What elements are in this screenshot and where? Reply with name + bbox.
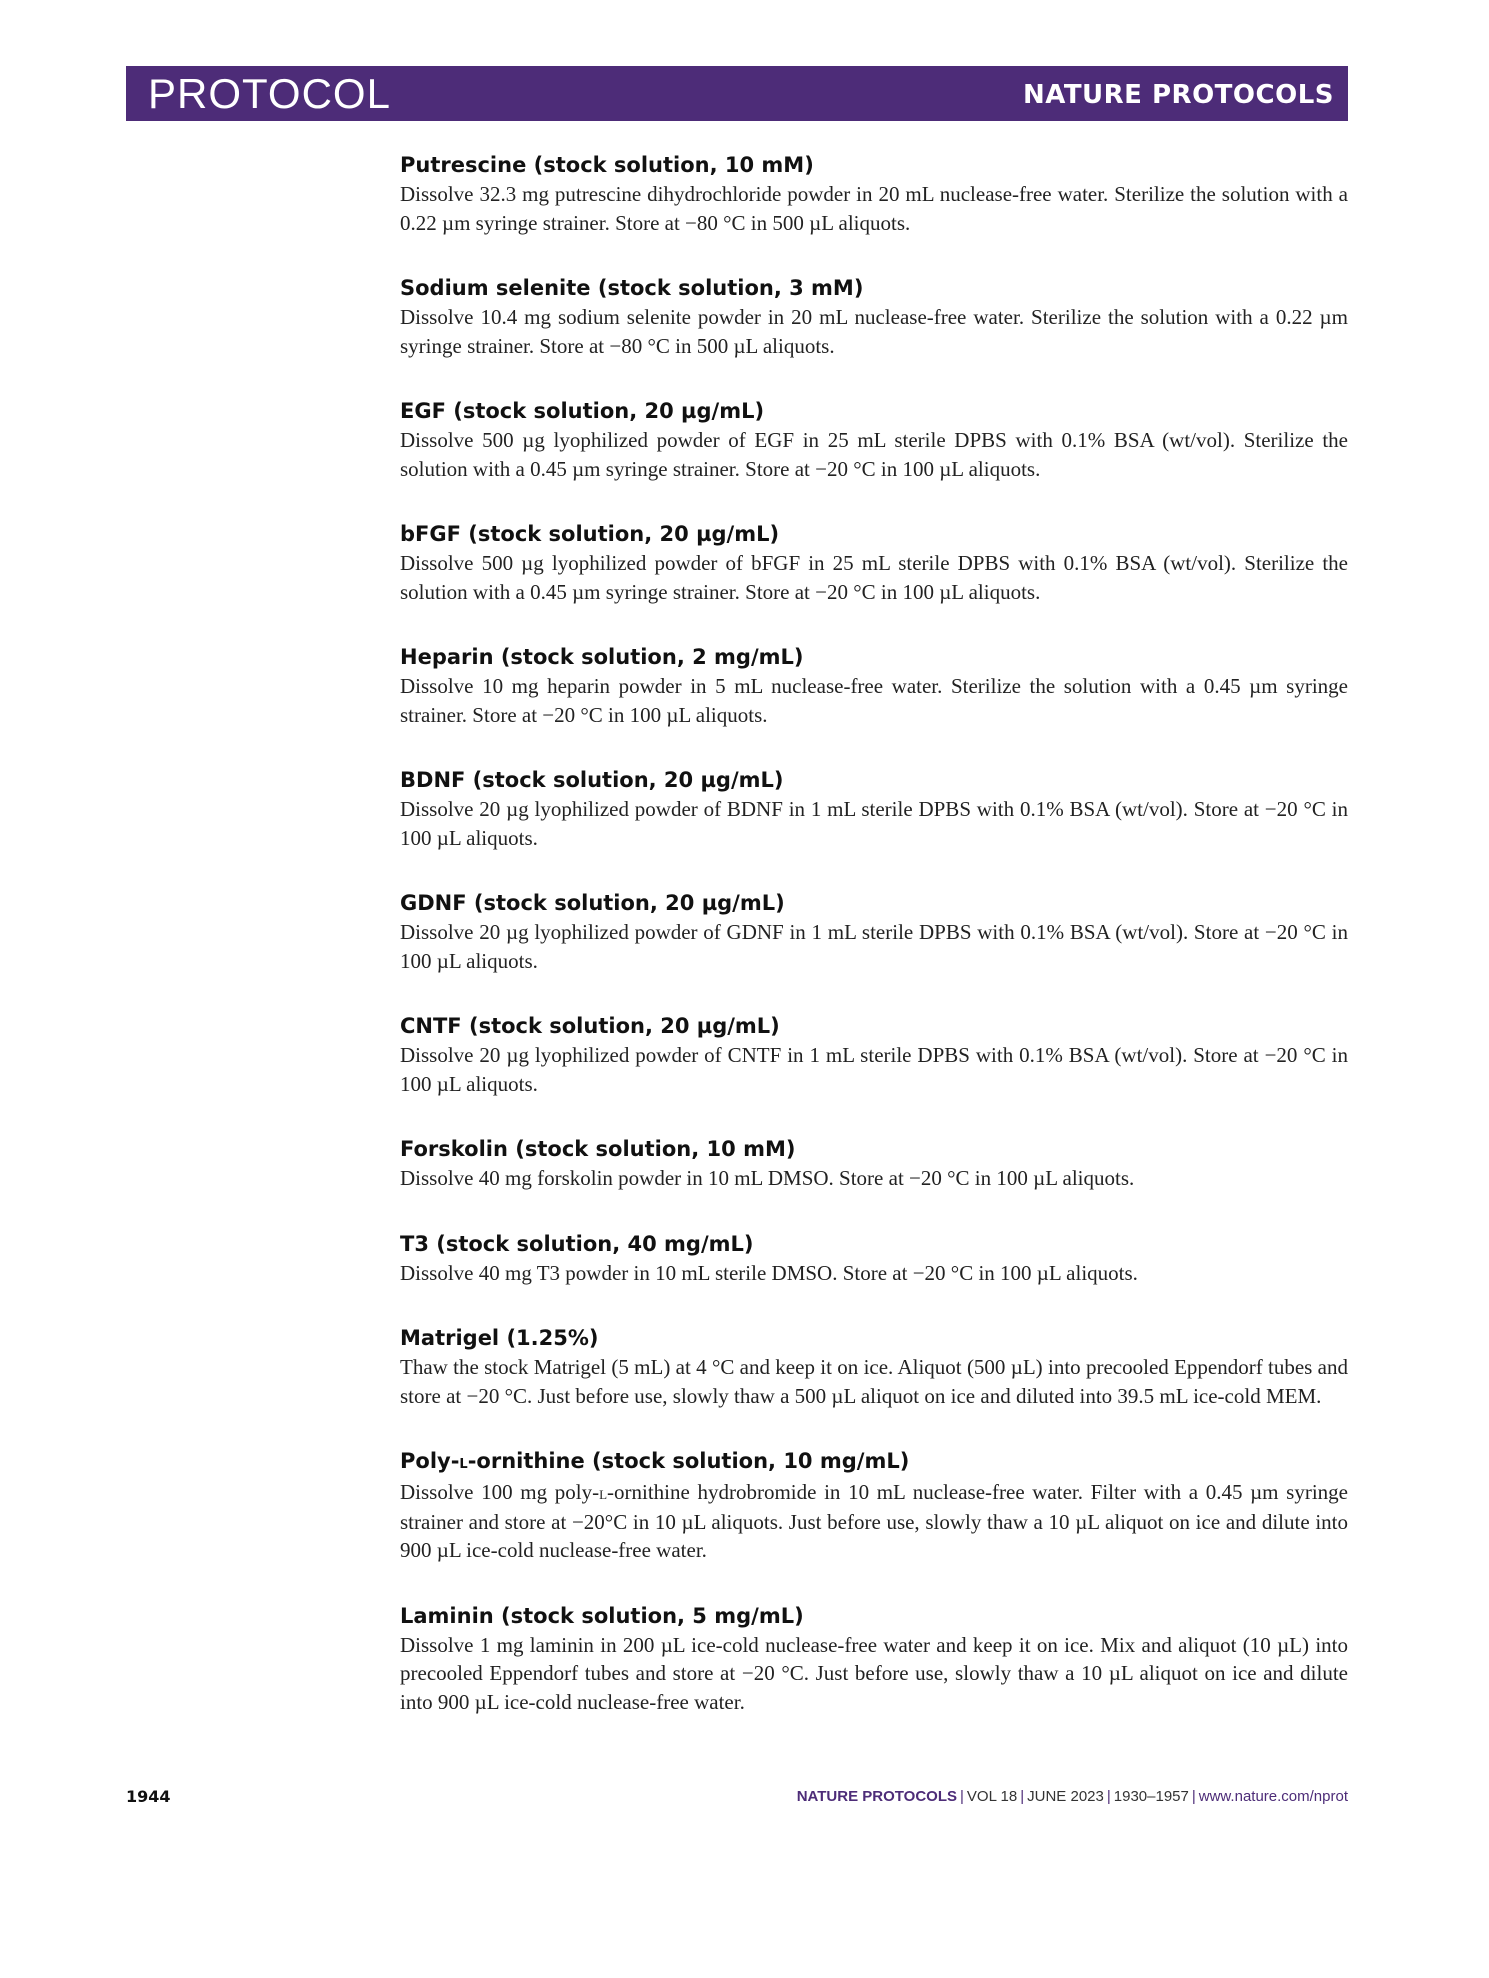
section-text (400, 1478, 1348, 1565)
reagent-section (400, 396, 1348, 483)
footer-volume: VOL 18 (966, 1788, 1018, 1805)
section-text: Dissolve 20 µg lyophilized powder of BDNF in 1 mL sterile DPBS with 0.1% BSA (wt/vol). Store at −20 °C in 100 µL aliquots. (400, 797, 1348, 850)
section-text: Dissolve 20 µg lyophilized powder of GDNF in 1 mL sterile DPBS with 0.1% BSA (wt/vol). Store at −20 °C in 100 µL aliquots. (400, 920, 1348, 973)
section-heading: Heparin (stock solution, 2 mg/mL) (400, 645, 804, 669)
section-heading: GDNF (stock solution, 20 µg/mL) (400, 891, 785, 915)
footer-date: JUNE 2023 (1027, 1788, 1104, 1805)
section-text: Dissolve 20 µg lyophilized powder of CNTF in 1 mL sterile DPBS with 0.1% BSA (wt/vol). Store at −20 °C in 100 µL aliquots. (400, 1043, 1348, 1096)
reagent-section (400, 765, 1348, 852)
footer-separator: | (1020, 1788, 1025, 1805)
citation-footer (797, 1788, 1348, 1805)
page-number: 1944 (126, 1787, 171, 1806)
small-caps-l: l (599, 1483, 608, 1503)
section-heading: Sodium selenite (stock solution, 3 mM) (400, 276, 864, 300)
reagent-section (400, 1134, 1348, 1193)
footer-pages: 1930–1957 (1113, 1788, 1189, 1805)
section-heading: BDNF (stock solution, 20 µg/mL) (400, 768, 784, 792)
article-type-label: PROTOCOL (148, 70, 391, 117)
section-heading (400, 1446, 1348, 1478)
section-text: Dissolve 32.3 mg putrescine dihydrochloride powder in 20 mL nuclease-free water. Sterilize the solution with a 0.22 µm syringe strainer. Store at −80 °C in 500 µL aliquots. (400, 182, 1348, 235)
heading-part: Poly- (400, 1449, 460, 1473)
main-content (400, 150, 1348, 1752)
section-text: Dissolve 40 mg T3 powder in 10 mL sterile DMSO. Store at −20 °C in 100 µL aliquots. (400, 1260, 1138, 1285)
section-heading: EGF (stock solution, 20 µg/mL) (400, 399, 765, 423)
reagent-section (400, 642, 1348, 729)
heading-part: -ornithine (stock solution, 10 mg/mL) (467, 1449, 910, 1473)
header-banner (126, 66, 1348, 121)
footer-separator: | (1191, 1788, 1196, 1805)
reagent-section (400, 150, 1348, 237)
reagent-section (400, 1011, 1348, 1098)
footer-url-link[interactable]: www.nature.com/nprot (1198, 1788, 1348, 1805)
reagent-section (400, 1601, 1348, 1717)
section-heading: bFGF (stock solution, 20 µg/mL) (400, 522, 780, 546)
section-heading: Forskolin (stock solution, 10 mM) (400, 1137, 796, 1161)
small-caps-l: l (459, 1452, 468, 1473)
reagent-section (400, 888, 1348, 975)
reagent-section (400, 1229, 1348, 1288)
text-part: -ornithine hydrobromide in 10 mL nuclease-free water. Filter with a 0.45 µm syringe strainer and store at −20°C in 10 µL aliquots. Just before use, slowly thaw a 10 µL aliquot on ice and dilute into 900 µL ice-cold nuclease-free water. (400, 1480, 1348, 1562)
section-text: Dissolve 500 µg lyophilized powder of bFGF in 25 mL sterile DPBS with 0.1% BSA (wt/vol). Sterilize the solution with a 0.45 µm syringe strainer. Store at −20 °C in 100 µL aliquots. (400, 551, 1348, 604)
section-text: Thaw the stock Matrigel (5 mL) at 4 °C and keep it on ice. Aliquot (500 µL) into precooled Eppendorf tubes and store at −20 °C. Just before use, slowly thaw a 500 µL aliquot on ice and diluted into 39.5 mL ice-cold MEM. (400, 1355, 1348, 1408)
section-text: Dissolve 40 mg forskolin powder in 10 mL DMSO. Store at −20 °C in 100 µL aliquots. (400, 1166, 1135, 1190)
reagent-section (400, 1446, 1348, 1565)
footer-separator: | (960, 1788, 964, 1805)
section-heading: Laminin (stock solution, 5 mg/mL) (400, 1603, 804, 1628)
reagent-section (400, 1323, 1348, 1410)
section-heading: Matrigel (1.25%) (400, 1326, 599, 1350)
footer-separator: | (1106, 1788, 1111, 1805)
section-text: Dissolve 10 mg heparin powder in 5 mL nuclease-free water. Sterilize the solution with a 0.45 µm syringe strainer. Store at −20 °C in 100 µL aliquots. (400, 674, 1348, 727)
reagent-section (400, 519, 1348, 606)
section-text: Dissolve 1 mg laminin in 200 µL ice-cold nuclease-free water and keep it on ice. Mix and aliquot (10 µL) into precooled Eppendorf tubes and store at −20 °C. Just before use, slowly thaw a 10 µL aliquot on ice and dilute into 900 µL ice-cold nuclease-free water. (400, 1632, 1348, 1714)
reagent-section (400, 273, 1348, 360)
journal-name-header: NATURE PROTOCOLS (1022, 80, 1334, 110)
section-heading: CNTF (stock solution, 20 µg/mL) (400, 1014, 780, 1038)
section-heading: T3 (stock solution, 40 mg/mL) (400, 1231, 754, 1256)
section-text: Dissolve 500 µg lyophilized powder of EGF in 25 mL sterile DPBS with 0.1% BSA (wt/vol). Sterilize the solution with a 0.45 µm syringe strainer. Store at −20 °C in 100 µL aliquots. (400, 428, 1348, 481)
section-text: Dissolve 10.4 mg sodium selenite powder in 20 mL nuclease-free water. Sterilize the solution with a 0.22 µm syringe strainer. Store at −80 °C in 500 µL aliquots. (400, 305, 1348, 358)
section-heading: Putrescine (stock solution, 10 mM) (400, 153, 814, 177)
text-part: Dissolve 100 mg poly- (400, 1480, 600, 1504)
footer-journal: NATURE PROTOCOLS (796, 1788, 958, 1805)
